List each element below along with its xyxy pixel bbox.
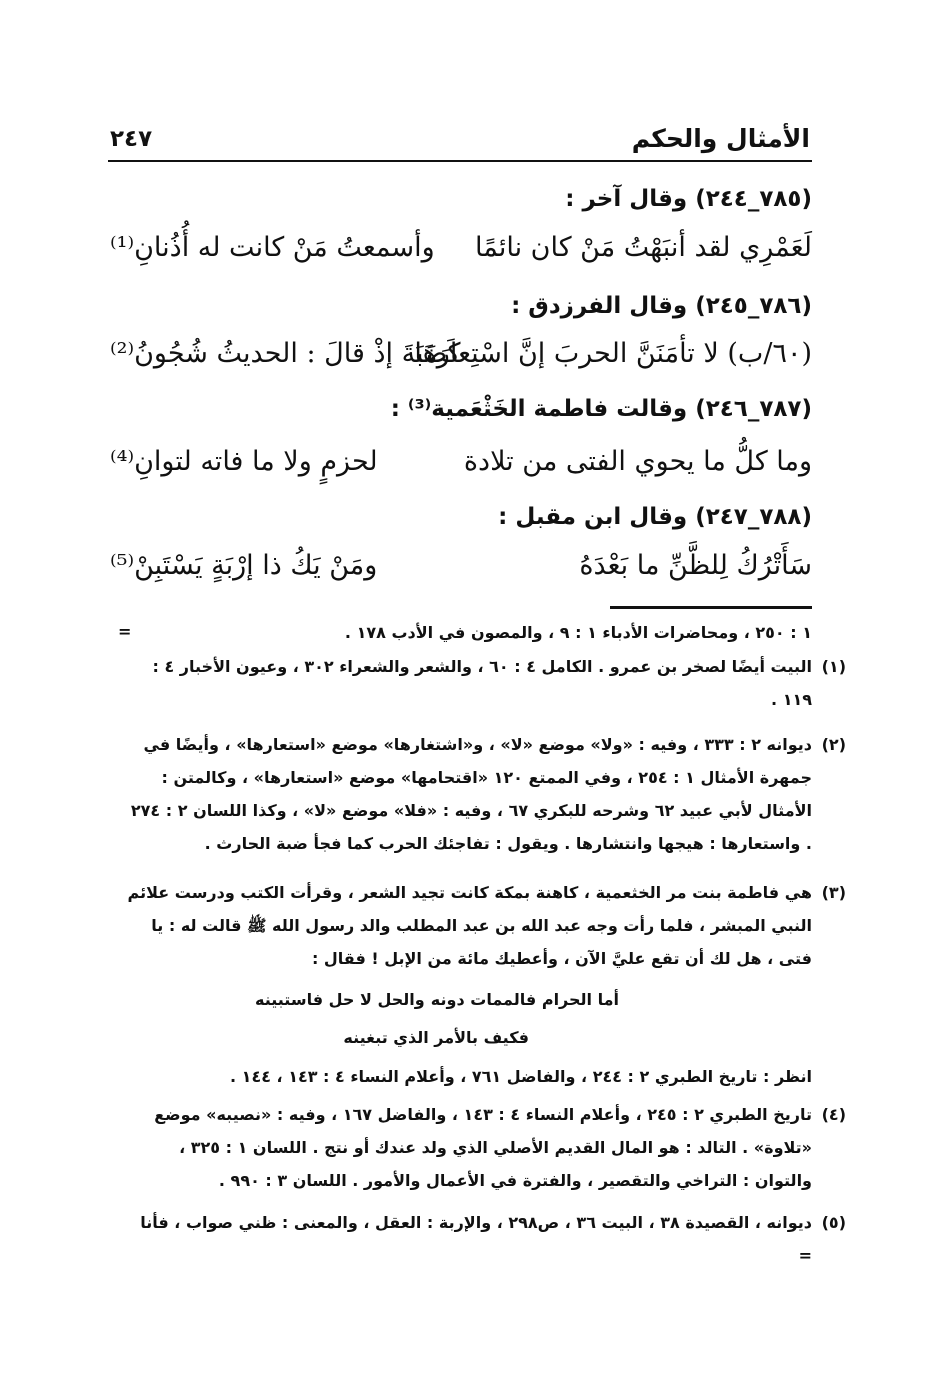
verse-hemistich-second: لحزمٍ ولا ما فاته لتوانِ⁽⁴⁾ [110, 446, 378, 477]
poem-line-2: فكيف بالأمر الذي تبغينه [343, 1028, 529, 1047]
footnote-number: (١) [821, 657, 846, 676]
verse-hemistich-second: وأسمعتُ مَنْ كانت له أُذُنانِ⁽¹⁾ [110, 232, 435, 263]
footnote-text: ديوانه ، القصيدة ٣٨ ، البيت ٣٦ ، ص٢٩٨ ، والإربة : العقل ، والمعنى : ظني صواب ، فأنا = [140, 1213, 812, 1265]
footnote-4 [127, 1098, 846, 1197]
verse-hemistich-second: كَضَبَةَ إذْ قالَ : الحديثُ شُجُونُ⁽²⁾ [110, 338, 461, 369]
verse-hemistich-first: لَعَمْرِي لقد أنبَهْتُ مَنْ كان نائمًا [475, 232, 812, 263]
page-number: ٢٤٧ [110, 126, 153, 152]
footnote-2 [127, 728, 846, 860]
verse-hemistich-second: ومَنْ يَكُ ذا إرْبَةٍ يَسْتَبِنْ⁽⁵⁾ [110, 550, 378, 581]
entry-intro-786: (٧٨٦_٢٤٥) وقال الفرزدق : [511, 293, 812, 319]
entry-intro-788: (٧٨٨_٢٤٧) وقال ابن مقبل : [498, 504, 812, 530]
verse-786 [110, 338, 812, 382]
page-header [110, 118, 810, 158]
footnote-text: البيت أيضًا لصخر بن عمرو . الكامل ٤ : ٦٠ ، والشعر والشعراء ٣٠٢ ، وعيون الأخبار ٤ : ١١٩ . [152, 657, 812, 709]
footnote-number: (٣) [821, 883, 846, 902]
verse-785 [110, 232, 812, 276]
verse-788 [110, 550, 812, 594]
verse-hemistich-first: وما كلُّ ما يحوي الفتى من تلادة [463, 446, 812, 477]
poem-line-1b: والحل لا حل فاستبينه [255, 990, 425, 1009]
footnote-1 [127, 650, 846, 716]
entry-intro-787: (٧٨٧_٢٤٦) وقالت فاطمة الخَثْعَمية⁽³⁾ : [390, 396, 812, 422]
footnote-3 [127, 876, 846, 975]
footnote-5 [127, 1206, 846, 1272]
continuation-mark: = [118, 622, 132, 641]
footnote-continued: ١ : ٢٥٠ ، ومحاضرات الأدباء ١ : ٩ ، والمصون في الأدب ١٧٨ . [344, 623, 812, 642]
footnote-number: (٥) [821, 1213, 846, 1232]
verse-hemistich-first: (٦٠/ب) لا تأمَنَنَّ الحربَ إنَّ اسْتِعارَهَا [414, 338, 812, 369]
verse-hemistich-first: سَأَتْرُكُ لِلظَّنِّ ما بَعْدَهُ [579, 550, 812, 581]
entry-intro-785: (٧٨٥_٢٤٤) وقال آخر : [565, 186, 812, 212]
footnote-number: (٢) [821, 735, 846, 754]
running-title: الأمثال والحكم [631, 124, 810, 153]
footnote-text: ديوانه ٢ : ٣٣٣ ، وفيه : «ولا» موضع «لا» ، و«اشتغارها» موضع «استعارها» ، وأيضًا في جمهرة الأمثال ١ : ٢٥٤ ، وفي الممتع ١٢٠ «اقتحامها» موضع «استعارها» ، وكالمتن : الأمثال لأبي عبيد ٦٢ وشرحه للبكري ٦٧ ، وفيه : «فلا» موضع «لا» ، وكذا اللسان ٢ : ٢٧٤ . واستعارها : هيجها وانتشارها . ويقول : تفاجئك الحرب كما فجأ ضبة الحارث . [130, 735, 812, 853]
footnote-separator [610, 606, 812, 609]
footnote-number: (٤) [821, 1105, 846, 1124]
header-rule [108, 160, 812, 162]
footnote-text: هي فاطمة بنت مر الخثعمية ، كاهنة بمكة كانت تجيد الشعر ، وقرأت الكتب ودرست علائم النبي المبشر ، فلما رأت وجه عبد الله بن عبد المطلب والد رسول الله ﷺ قالت له : يا فتى ، هل لك أن تقع عليَّ الآن ، وأعطيك مائة من الإبل ! فقال : [127, 883, 812, 968]
footnote-text: تاريخ الطبري ٢ : ٢٤٥ ، وأعلام النساء ٤ : ١٤٣ ، والفاضل ١٦٧ ، وفيه : «نصيبه» موضع «تلاوة» . التالد : هو المال القديم الأصلي الذي ولد عندك أو نتج . اللسان ١ : ٣٢٥ ، والتوان : التراخي والتقصير ، والفترة في الأعمال والأمور . اللسان ٣ : ٩٩٠ . [154, 1105, 812, 1190]
poem-line-1a: أما الحرام فالممات دونه [430, 990, 619, 1009]
footnote-3-reference: انظر : تاريخ الطبري ٢ : ٢٤٤ ، والفاضل ٧٦١ ، وأعلام النساء ٤ : ١٤٣ ، ١٤٤ . [230, 1067, 812, 1086]
verse-787 [110, 446, 812, 490]
